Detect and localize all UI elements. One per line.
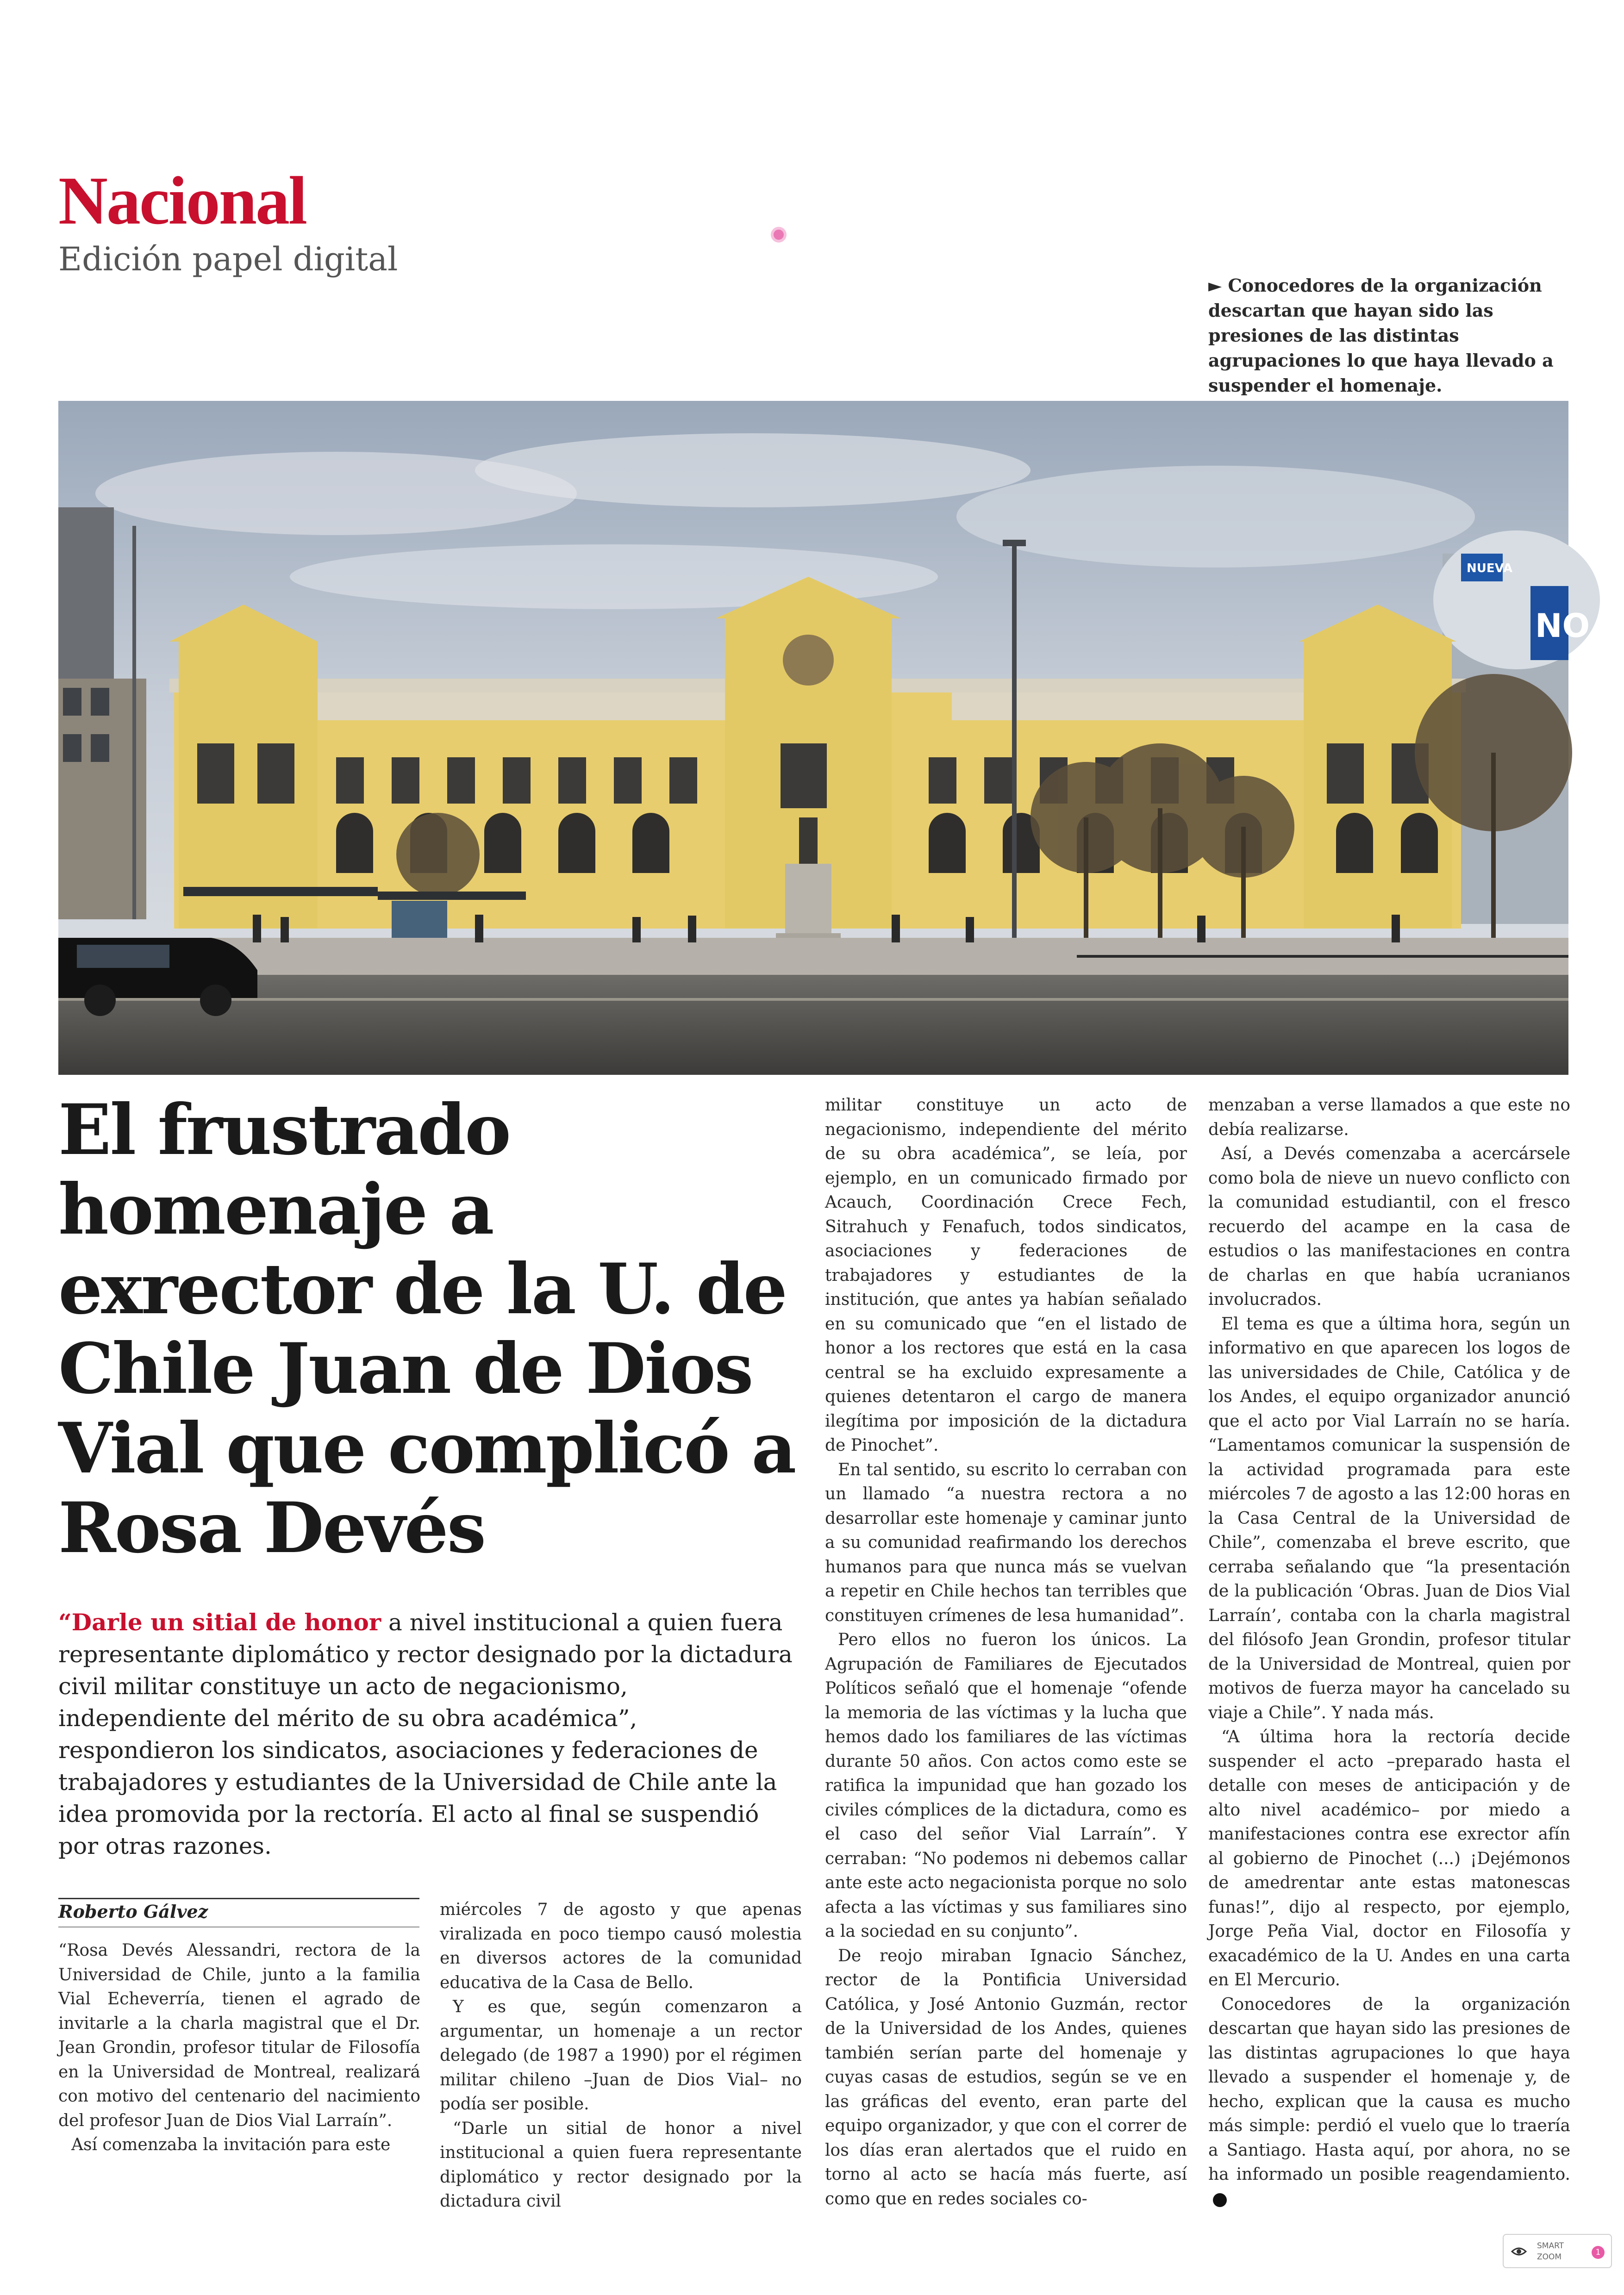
end-mark-icon (1213, 2193, 1227, 2207)
byline-rule (58, 1898, 419, 1899)
university-building-photo (58, 401, 1590, 1075)
paragraph (1208, 1993, 1570, 2212)
paragraph: Así, a Devés comenzaba a acercársele como bola de nieve un nuevo conflicto con la comunidad estudiantil, con el fresco recuerdo del acampe en la casa de estudios o las manifestaciones en contra de charlas en que había ucranianos involucrados. (1208, 1144, 1570, 1309)
lead-highlight: “Darle un sitial de honor (58, 1609, 381, 1636)
eye-icon (1511, 2245, 1527, 2258)
lead-paragraph (58, 1606, 794, 1862)
body-column-3 (825, 1093, 1187, 2211)
paragraph: “A última hora la rectoría decide suspender el acto –preparado hasta el detalle con meses de anticipación y de alto nivel académico– por miedo a manifestaciones contra ese exrector afín al gobierno de Pinochet (...) ¡Dejémonos de amedrentar ante estas matonescas funas!”, dijo al respecto, por ejemplo, Jorge Peña Vial, doctor en Filosofía y exacadémico de la U. Andes en una carta en El Mercurio. (1208, 1727, 1570, 1989)
edition-label: Edición papel digital (58, 240, 398, 278)
paragraph: De reojo miraban Ignacio Sánchez, rector de la Pontificia Universidad Católica, y José Antonio Guzmán, rector de la Universidad de los Andes, quienes también serían parte del homenaje y cuyas casas de estudios, según se ve en las gráficas del evento, eran parte del equipo organizador, y que con el correr de los días eran alertados que el ruido en torno al acto se hacía más fuerte, así como que en redes sociales co- (825, 1946, 1187, 2208)
paragraph: “Darle un sitial de honor a nivel institucional a quien fuera representante diplomático y rector designado por la dictadura civil (440, 2119, 802, 2211)
paragraph: Y es que, según comenzaron a argumentar, un homenaje a un rector delegado (de 1987 a 1990) por el régimen militar chileno –Juan de Dios Vial– no podía ser posible. (440, 1997, 802, 2114)
sign-nueva: NUEVA (1467, 561, 1513, 575)
paragraph: El tema es que a última hora, según un informativo en que aparecen los logos de las universidades de Chile, Católica y de los Andes, el equipo organizador anunció que el acto por Vial Larraín no se haría. “Lamentamos comunicar la suspensión de la actividad programada para este miércoles 7 de agosto a las 12:00 horas en la Casa Central de la Universidad de Chile”, comenzaba el breve escrito, que cerraba señalando que “la presentación de la publicación ‘Obras. Juan de Dios Vial Larraín’, contaba con la charla magistral del filósofo Jean Grondin, profesor titular de la Universidad de Montreal, quien por motivos de fuerza mayor ha cancelado su viaje a Chile”. Y nada más. (1208, 1314, 1570, 1722)
smart-zoom-button[interactable] (1503, 2234, 1612, 2268)
article-photo (58, 401, 1590, 1075)
paragraph: “Rosa Devés Alessandri, rectora de la Universidad de Chile, junto a la familia Vial Echeverría, tienen el agrado de invitarle a la charla magistral que el Dr. Jean Grondin, profesor titular de Filosofía en la Universidad de Montreal, realizará con motivo del centenario del nacimiento del profesor Juan de Dios Vial Larraín”. (58, 1941, 420, 2130)
photo-note: ► Conocedores de la organización descartan que hayan sido las presiones de las distintas agrupaciones lo que haya llevado a suspender el homenaje. (1208, 275, 1554, 396)
paragraph: En tal sentido, su escrito lo cerraban con un llamado “a nuestra rectora a no desarrollar este homenaje y caminar junto a su comunidad reafirmando los derechos humanos para que nunca más se vuelvan a repetir en Chile hechos tan terribles que constituyen crímenes de lesa humanidad”. (825, 1460, 1187, 1625)
paragraph-text: Conocedores de la organización descartan que hayan sido las presiones de las distintas agrupaciones lo que haya llevado a suspender el homenaje y, de hecho, explican que la causa es mucho más simple: perdió el vuelo que lo traería a Santiago. Hasta aquí, por ahora, no se ha informado un posible reagendamiento. (1208, 1995, 1570, 2184)
paragraph: militar constituye un acto de negacionismo, independiente del mérito de su obra académica”, se leía, por ejemplo, en un comunicado firmado por Acauch, Coordinación Crece Fech, Sitrahuch y Fenafuch, todos sindicatos, asociaciones y federaciones de trabajadores y estudiantes de la institución, que antes ya habían señalado en su comunicado que “en el listado de honor a los rectores que está en la casa central se ha excluido expresamente a quienes detentaron el cargo de manera ilegítima por imposición de la dictadura de Pinochet”. (825, 1096, 1187, 1455)
headline: El frustrado homenaje a exrector de la U. de Chile Juan de Dios Vial que complicó a Rosa Devés (58, 1089, 795, 1569)
body-column-4 (1208, 1093, 1570, 2211)
section-title: Nacional (58, 163, 306, 239)
smart-zoom-badge: 1 (1592, 2246, 1605, 2259)
pink-dot-icon[interactable] (771, 227, 787, 243)
paragraph: Así comenzaba la invitación para este (71, 2135, 391, 2154)
lead-text: a nivel institucional a quien fuera representante diplomático y rector designado por la dictadura civil militar constituye un acto de negacionismo, independiente del mérito de su obra académica”, respondieron los sindicatos, asociaciones y federaciones de trabajadores y estudiantes de la Universidad de Chile ante la idea promovida por la rectoría. El acto al final se suspendió por otras razones. (58, 1609, 793, 1859)
body-column-2 (440, 1898, 802, 2214)
paragraph: Pero ellos no fueron los únicos. La Agrupación de Familiares de Ejecutados Políticos señaló que el homenaje “ofende la memoria de las víctimas y la lucha que hemos dado los familiares de las víctimas durante 50 años. Con actos como este se ratifica la impunidad que han gozado los civiles cómplices de la dictadura, como es el caso del señor Vial Larraín”. Y cerraban: “No podemos ni debemos callar ante este acto negacionista porque no solo afecta a las víctimas y sus familiares sino a la sociedad en su conjunto”. (825, 1630, 1187, 1941)
body-column-1 (58, 1939, 420, 2158)
byline: Roberto Gálvez (58, 1901, 208, 1922)
paragraph: miércoles 7 de agosto y que apenas viralizada en poco tiempo causó molestia en diversos actores de la comunidad educativa de la Casa de Bello. (440, 1900, 802, 1992)
sign-no: NO (1535, 607, 1590, 645)
smart-zoom-label: SMART ZOOM (1537, 2241, 1564, 2262)
paragraph: menzaban a verse llamados a que este no debía realizarse. (1208, 1096, 1570, 1139)
